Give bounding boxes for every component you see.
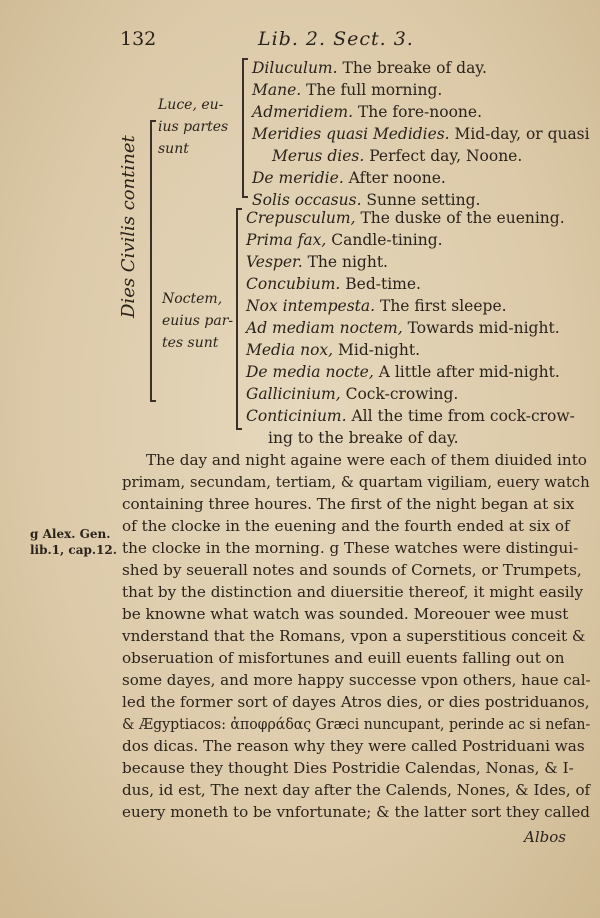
english-gloss: Perfect day, Noone.: [364, 147, 523, 165]
english-gloss: Candle-tining.: [326, 231, 443, 249]
english-gloss: Towards mid-night.: [402, 319, 560, 337]
text-line: shed by seuerall notes and sounds of Cornets, or Trumpets,: [122, 561, 582, 579]
lux-label-3: sunt: [158, 141, 189, 157]
list-item: [246, 296, 507, 316]
running-title: Lib. 2. Sect. 3.: [258, 28, 414, 50]
text-line: dos dicas. The reason why they were called Postriduani was: [122, 737, 585, 755]
latin-term: Media nox,: [246, 341, 334, 359]
list-item: [252, 190, 480, 210]
latin-term: Ad mediam noctem,: [246, 319, 403, 337]
night-brace: [236, 208, 238, 430]
page-number: 132: [120, 28, 157, 50]
latin-term: Crepusculum,: [246, 209, 356, 227]
latin-term: De media nocte,: [246, 363, 374, 381]
text-line: of the clocke in the euening and the fourth ended at six of: [122, 517, 570, 535]
text-line: containing three houres. The first of the night began at six: [122, 495, 575, 513]
latin-term: Mane.: [252, 81, 302, 99]
vertical-label: Dies Civilis continet: [118, 135, 139, 318]
english-gloss: All the time from cock-crow-: [346, 407, 575, 425]
latin-term: Meridies quasi Medidies.: [252, 125, 450, 143]
list-item: [252, 124, 590, 144]
list-item: [252, 58, 487, 78]
english-gloss: Mid-day, or quasi: [449, 125, 590, 143]
latin-term: Gallicinium,: [246, 385, 341, 403]
list-item: [272, 146, 522, 166]
text-line: primam, secundam, tertiam, & quartam vigiliam, euery watch: [122, 473, 590, 491]
english-gloss: After noone.: [343, 169, 446, 187]
lux-label-1: Luce, eu-: [158, 97, 224, 113]
latin-term: Vesper.: [246, 253, 303, 271]
list-item: [246, 384, 458, 404]
list-item: [246, 208, 565, 228]
text-line: because they thought Dies Postridie Calendas, Nonas, & I-: [122, 759, 574, 777]
noctem-label-1: Noctem,: [162, 291, 223, 307]
list-item: [252, 168, 446, 188]
latin-term: De meridie.: [252, 169, 344, 187]
list-item: [246, 318, 560, 338]
english-gloss: Cock-crowing.: [340, 385, 459, 403]
english-gloss: The duske of the euening.: [355, 209, 565, 227]
latin-term: Nox intempesta.: [246, 297, 376, 315]
text-line: be knowne what watch was sounded. Moreouer wee must: [122, 605, 569, 623]
catchword: Albos: [524, 828, 566, 846]
text-line: euery moneth to be vnfortunate; & the latter sort they called: [122, 803, 590, 821]
latin-term: Concubium.: [246, 275, 341, 293]
text-line: vnderstand that the Romans, vpon a superstitious conceit &: [122, 627, 586, 645]
english-gloss: A little after mid-night.: [373, 363, 560, 381]
list-item: [246, 362, 560, 382]
margin-note-2: lib.1, cap.12.: [30, 543, 117, 557]
english-gloss: Mid-night.: [333, 341, 420, 359]
list-item: [246, 340, 420, 360]
list-item: [246, 230, 443, 250]
margin-note-1: g Alex. Gen.: [30, 527, 111, 541]
latin-term: Merus dies.: [272, 147, 365, 165]
english-gloss: The full morning.: [301, 81, 443, 99]
english-gloss: Sunne setting.: [361, 191, 481, 209]
main-brace: [150, 120, 152, 402]
text-line: & Ægyptiacos: ἀποφράδας Græci nuncupant, perinde ac si nefan-: [122, 715, 591, 733]
list-item: [246, 274, 421, 294]
latin-term: Diluculum.: [252, 59, 338, 77]
lux-label-2: ius partes: [158, 119, 229, 135]
english-gloss: The night.: [302, 253, 388, 271]
list-item: [246, 252, 388, 272]
noctem-label-2: euius par-: [162, 313, 234, 329]
english-gloss: The first sleepe.: [375, 297, 507, 315]
text-line: some dayes, and more happy successe vpon others, haue cal-: [122, 671, 591, 689]
list-item: [252, 80, 442, 100]
noctem-label-3: tes sunt: [162, 335, 219, 351]
list-item: [268, 428, 459, 448]
text-line: that by the distinction and diuersitie thereof, it might easily: [122, 583, 584, 601]
text-line: the clocke in the morning. g These watches were distingui-: [122, 539, 579, 557]
text-line: The day and night againe were each of them diuided into: [146, 451, 587, 469]
english-gloss: The fore-noone.: [353, 103, 482, 121]
text-line: led the former sort of dayes Atros dies, or dies postriduanos,: [122, 693, 590, 711]
list-item: [252, 102, 482, 122]
day-brace: [242, 58, 244, 198]
english-gloss: ing to the breake of day.: [268, 429, 459, 447]
latin-term: Solis occasus.: [252, 191, 362, 209]
english-gloss: The breake of day.: [337, 59, 487, 77]
text-line: obseruation of misfortunes and euill euents falling out on: [122, 649, 565, 667]
list-item: [246, 406, 575, 426]
english-gloss: Bed-time.: [340, 275, 421, 293]
latin-term: Conticinium.: [246, 407, 347, 425]
latin-term: Prima fax,: [246, 231, 327, 249]
text-line: dus, id est, The next day after the Calends, Nones, & Ides, of: [122, 781, 591, 799]
latin-term: Admeridiem.: [252, 103, 354, 121]
